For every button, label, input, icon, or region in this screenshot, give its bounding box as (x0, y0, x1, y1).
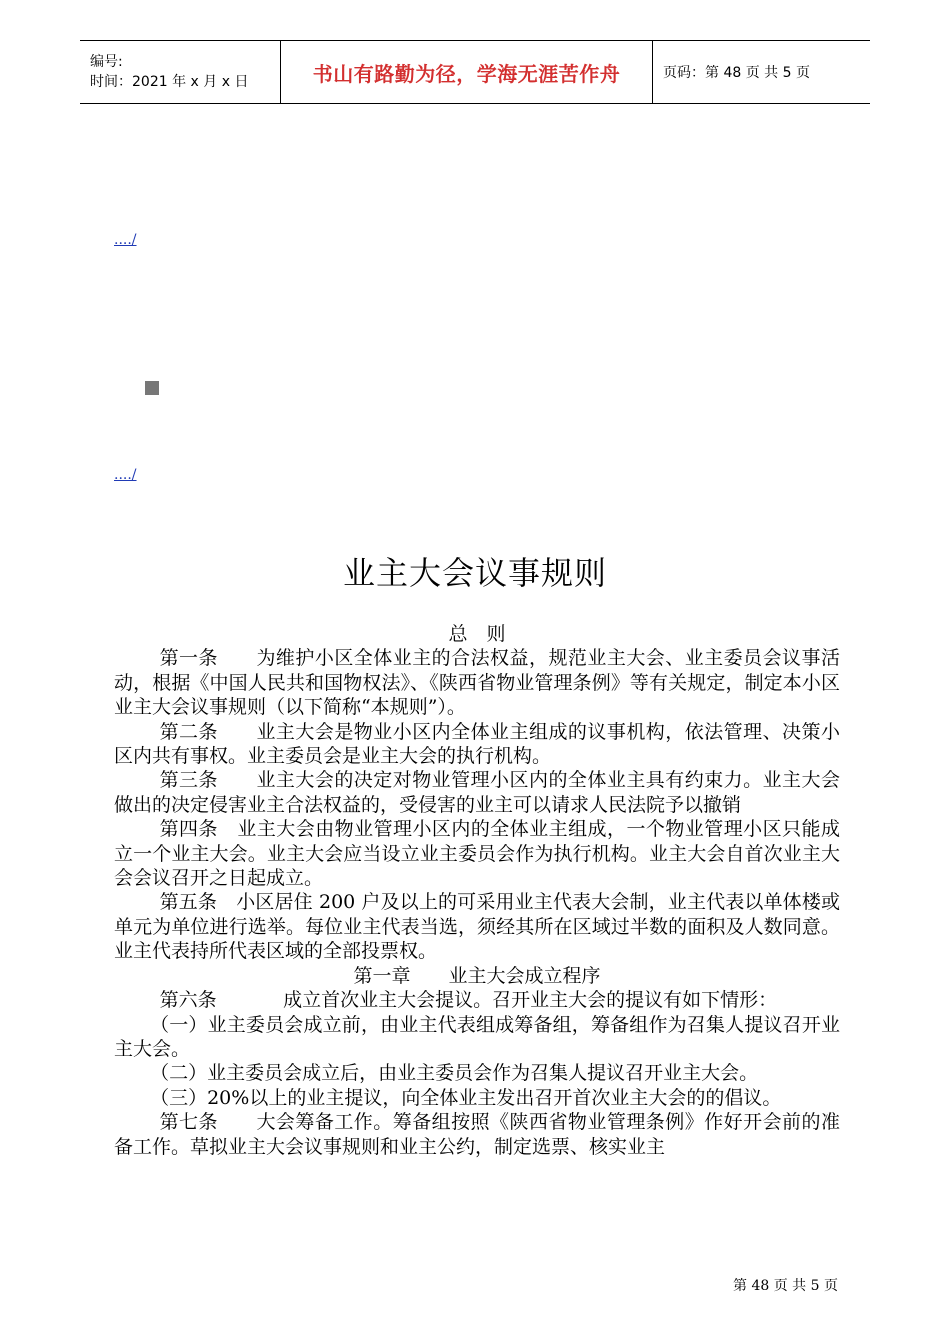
header-info-cell (80, 41, 281, 103)
chapter-title: 业主大会成立程序 (448, 964, 601, 987)
article-7 (114, 1110, 840, 1159)
article-text: 大会筹备工作。筹备组按照《陕西省物业管理条例》作好开会前的准备工作。草拟业主大会议事规则和业主公约，制定选票、核实业主 (114, 1111, 840, 1158)
header-page-label: 页码：第 48 页 共 5 页 (663, 65, 810, 81)
article-text: 小区居住 200 户及以上的可采用业主代表大会制，业主代表以单体楼或单元为单位进行选举。每位业主代表当选，须经其所在区域过半数的面积及人数同意。业主代表持所代表区域的全部投票权。 (114, 891, 840, 963)
article-label: 第六条 (159, 989, 217, 1012)
article-label: 第五条 (159, 891, 218, 914)
document-body (114, 622, 840, 1159)
article-3 (114, 768, 840, 817)
header-time-label: 时间：2021 年 x 月 x 日 (90, 74, 249, 90)
article-1 (114, 646, 840, 719)
article-6-item-2: （二）业主委员会成立后，由业主委员会作为召集人提议召开业主大会。 (150, 1062, 759, 1085)
article-text: 业主大会由物业管理小区内的全体业主组成，一个物业管理小区只能成立一个业主大会。业主大会应当设立业主委员会作为执行机构。业主大会自首次业主大会会议召开之日起成立。 (114, 818, 840, 890)
document-title: 业主大会议事规则 (342, 554, 607, 592)
article-text: 业主大会是物业小区内全体业主组成的议事机构，依法管理、决策小区内共有事权。业主委员会是业主大会的执行机构。 (114, 720, 840, 768)
header-page-cell (653, 41, 870, 103)
general-heading: 总 则 (448, 623, 506, 645)
header-motto: 书山有路勤为径，学海无涯苦作舟 (312, 61, 621, 86)
article-6-item-3: （三）20%以上的业主提议，向全体业主发出召开首次业主大会的的倡议。 (150, 1086, 782, 1109)
article-label: 第七条 (159, 1111, 218, 1134)
article-label: 第一条 (159, 647, 218, 670)
header-number-label: 编号: (90, 54, 123, 70)
article-6-item-1: （一）业主委员会成立前，由业主代表组成筹备组，筹备组作为召集人提议召开业主大会。 (114, 1013, 840, 1060)
page-header (80, 40, 870, 104)
article-label: 第二条 (159, 720, 218, 743)
article-label: 第四条 (159, 818, 218, 841)
chapter-1-heading (114, 964, 840, 988)
header-motto-cell (281, 41, 653, 103)
article-4 (114, 817, 840, 890)
article-text: 为维护小区全体业主的合法权益，规范业主大会、业主委员会议事活动，根据《中国人民共和国物权法》、《陕西省物业管理条例》等有关规定，制定本小区业主大会议事规则（以下简称“本规则”）。 (114, 647, 840, 719)
square-bullet-icon (145, 381, 159, 395)
dots-link-top[interactable]: ..../ (114, 232, 137, 248)
page-footer: 第 48 页 共 5 页 (733, 1278, 838, 1294)
article-text: 业主大会的决定对物业管理小区内的全体业主具有约束力。业主大会做出的决定侵害业主合法权益的，受侵害的业主可以请求人民法院予以撤销 (114, 769, 840, 816)
article-label: 第三条 (159, 769, 218, 792)
dots-link-bottom[interactable]: ..../ (114, 467, 137, 483)
chapter-label: 第一章 (353, 964, 411, 987)
article-5 (114, 890, 840, 963)
article-text: 成立首次业主大会提议。召开业主大会的提议有如下情形： (283, 989, 778, 1012)
article-2 (114, 720, 840, 769)
article-6 (114, 988, 840, 1012)
